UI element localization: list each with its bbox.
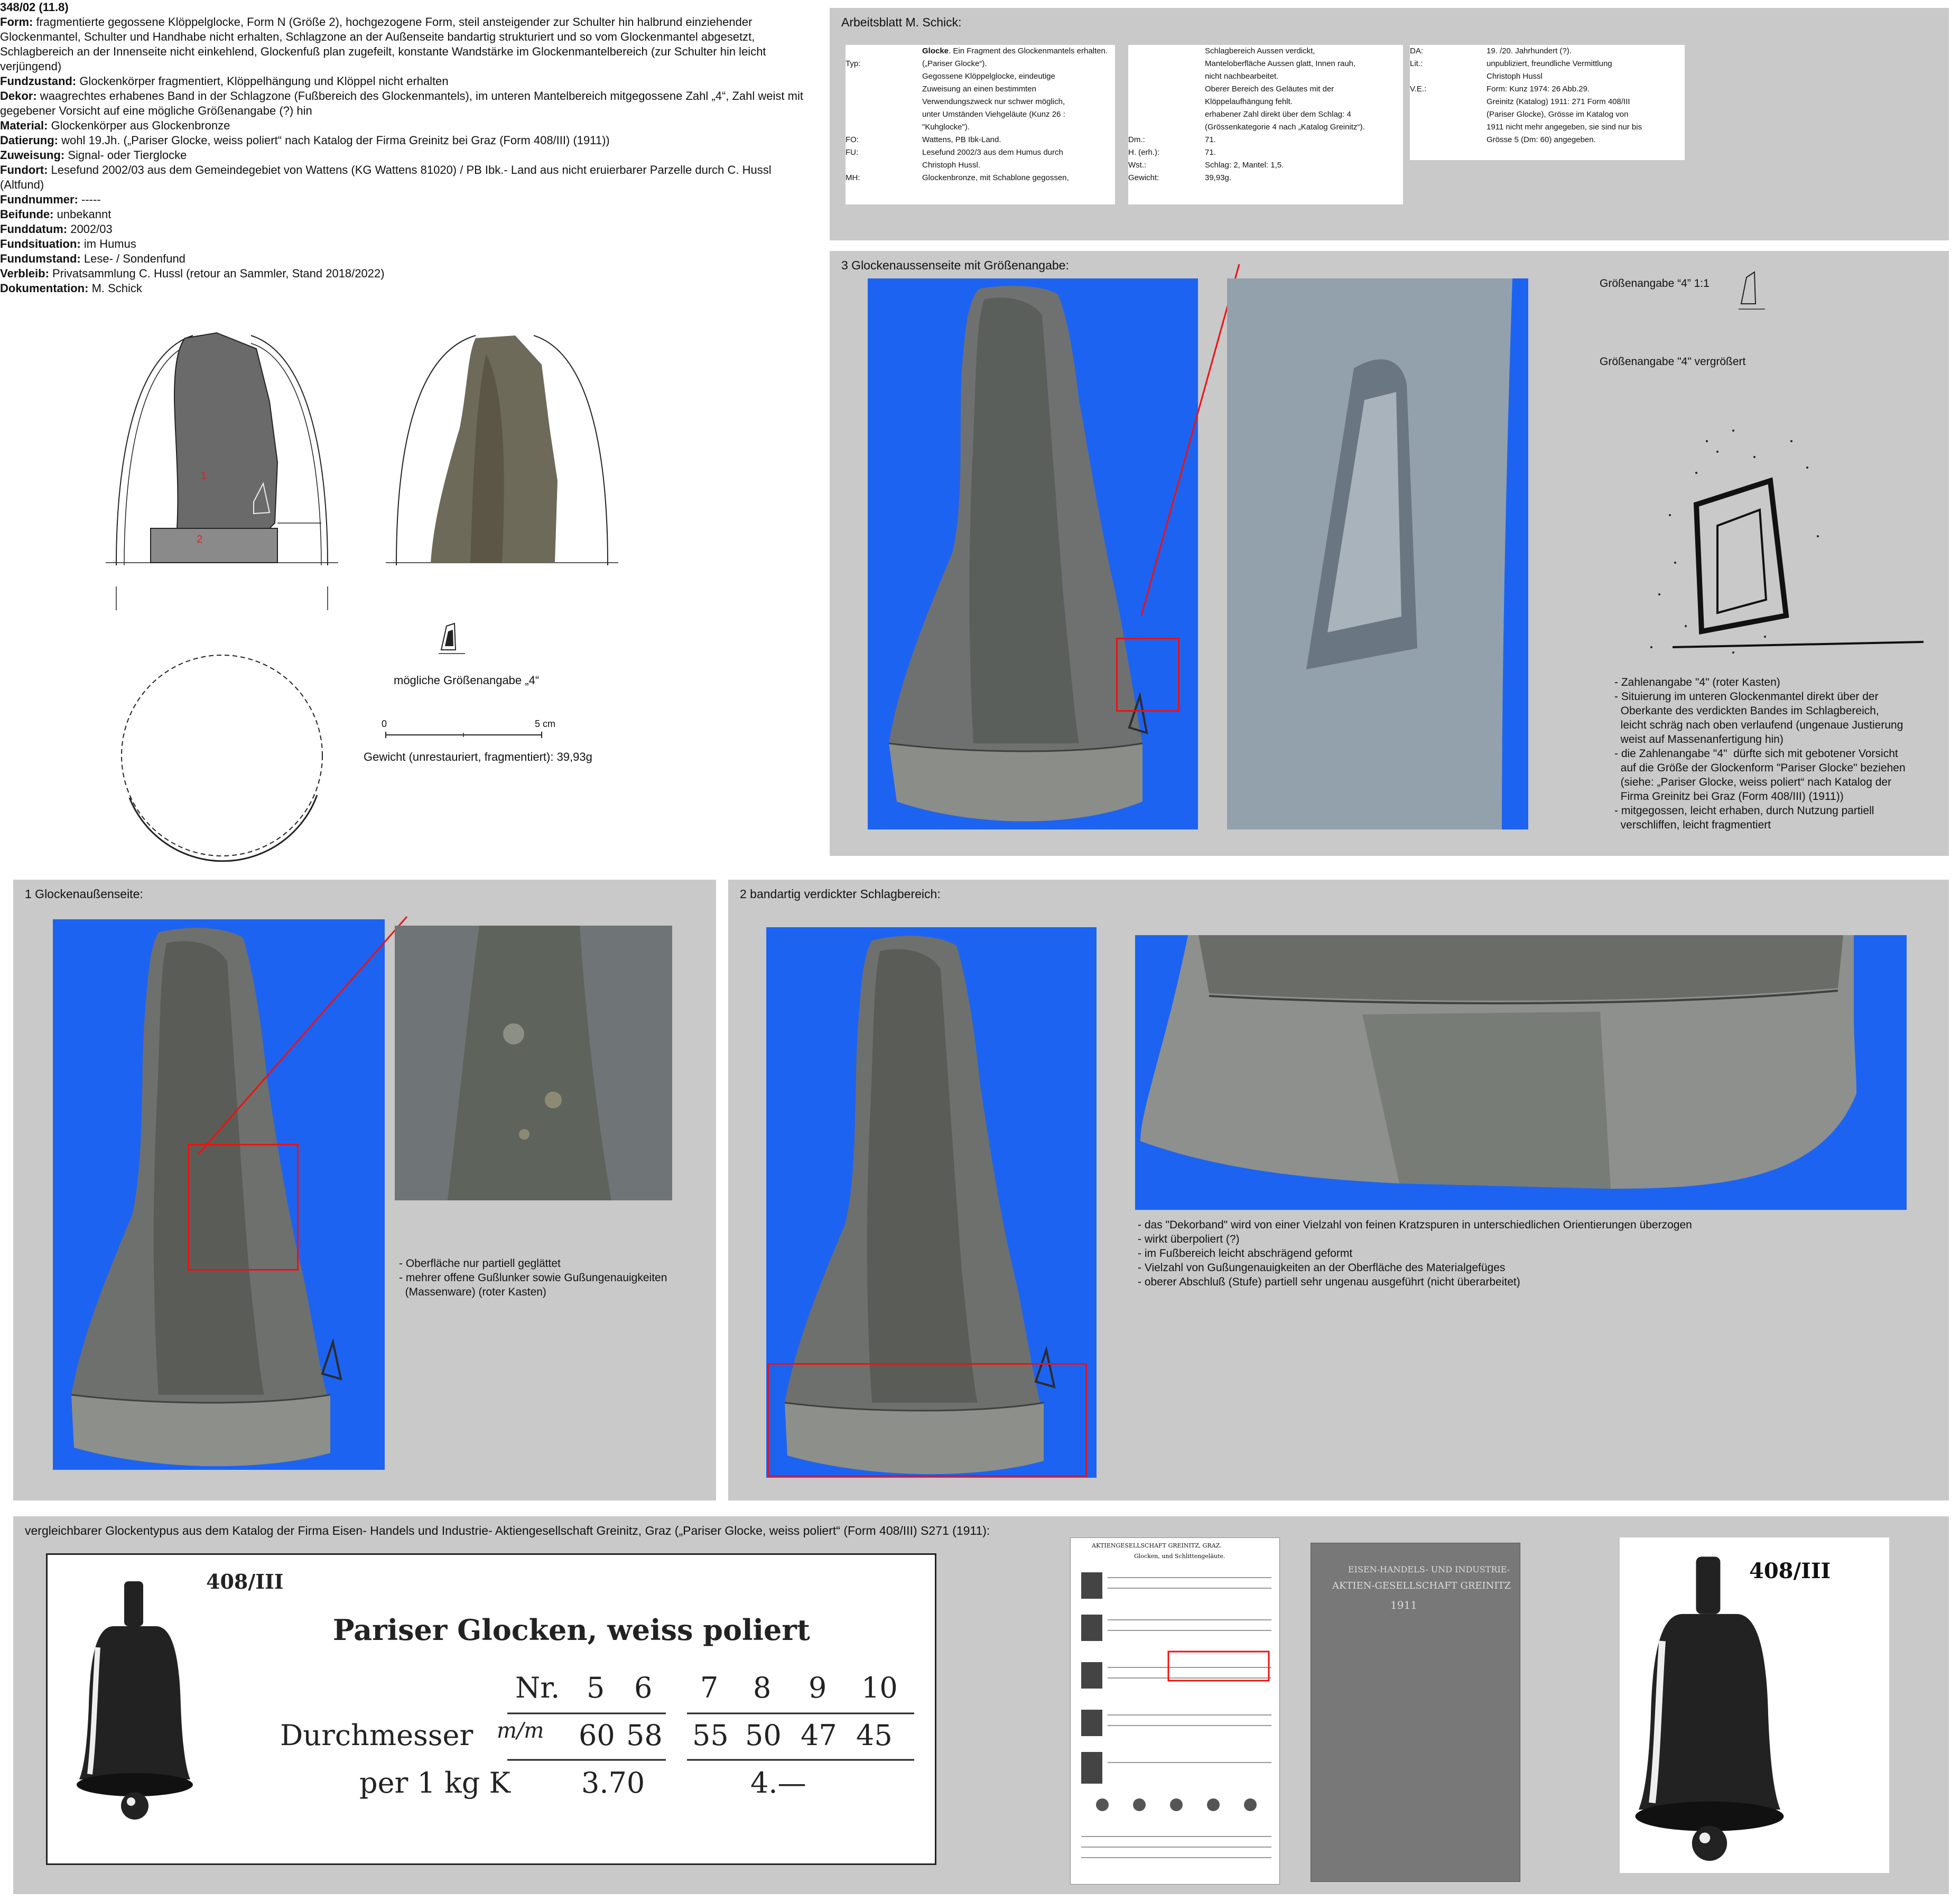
nr-8: 8: [753, 1671, 772, 1704]
description-label: Fundort:: [0, 163, 48, 176]
worksheet-row: [1128, 83, 1403, 96]
worksheet-row: [1128, 159, 1403, 172]
cover-line-1: EISEN-HANDELS- UND INDUSTRIE-: [1348, 1564, 1510, 1574]
zoom-connector: [1136, 262, 1242, 621]
dm-55: 55: [692, 1719, 729, 1752]
worksheet-value: nicht nachbearbeitet.: [1205, 72, 1279, 81]
worksheet-row: [846, 121, 1115, 134]
worksheet-key: Gewicht:: [1128, 173, 1159, 182]
worksheet-value: Glockenbronze, mit Schablone gegossen,: [922, 173, 1069, 182]
catalog-bell-form: 408/III: [1749, 1559, 1831, 1583]
worksheet-value: unpubliziert, freundliche Vermittlung: [1487, 59, 1612, 68]
worksheet-key: [1128, 58, 1205, 70]
worksheet-key: [1128, 45, 1205, 58]
size-marker-zoom: [1227, 278, 1528, 829]
description-line: [0, 163, 803, 192]
worksheet-row: [1128, 121, 1403, 134]
worksheet-key: [1128, 83, 1205, 96]
note-line: - im Fußbereich leicht abschrägend geformt: [1138, 1247, 1353, 1260]
catalog-heading: Pariser Glocken, weiss poliert: [333, 1613, 810, 1647]
description-text: Glockenkörper aus Glockenbronze: [48, 119, 230, 132]
nr-6: 6: [634, 1671, 653, 1704]
worksheet-row: [846, 96, 1115, 108]
bell-strike-photo: [766, 927, 1097, 1478]
worksheet-key: Dm.:: [1128, 135, 1145, 144]
note-line: - oberer Abschluß (Stufe) partiell sehr ungenau ausgeführt (nicht überarbeitet): [1138, 1276, 1520, 1288]
worksheet-value: Wattens, PB Ibk-Land.: [922, 135, 1001, 144]
worksheet-key: [846, 70, 922, 83]
catalog-rule-bottom: [507, 1755, 919, 1765]
note-line: - wirkt überpoliert (?): [1138, 1233, 1240, 1245]
description-label: Datierung:: [0, 134, 58, 147]
worksheet-row: [846, 172, 1115, 184]
worksheet-row: [1128, 58, 1403, 70]
catalog-dm-label: Durchmesser: [280, 1719, 473, 1752]
description-text: M. Schick: [88, 282, 142, 295]
marker-2: 2: [197, 534, 203, 545]
worksheet-key: [1410, 134, 1487, 146]
worksheet-row: [1410, 134, 1685, 146]
worksheet-row: [846, 58, 1115, 70]
catalog-panel: [13, 1516, 1949, 1894]
worksheet-key: [1128, 70, 1205, 83]
worksheet-key: [1410, 121, 1487, 134]
worksheet-col-2: [1128, 45, 1403, 204]
note-line: Firma Greinitz bei Graz (Form 408/III) (1911)): [1614, 790, 1844, 803]
description-line: [0, 237, 803, 251]
worksheet-key: [846, 121, 922, 134]
worksheet-row: [846, 159, 1115, 172]
worksheet-key: MH:: [846, 173, 860, 182]
scale-five: 5 cm: [535, 719, 556, 729]
catalog-bell-enlarged: [1620, 1537, 1889, 1873]
worksheet-value: 19. /20. Jahrhundert (?).: [1487, 46, 1572, 55]
worksheet-key: Wst.:: [1128, 161, 1147, 170]
catalog-page-header: AKTIENGESELLSCHAFT GREINITZ, GRAZ.: [1092, 1542, 1222, 1549]
worksheet-row: [1410, 83, 1685, 96]
panel-strike-zone: [728, 880, 1949, 1500]
worksheet-value: 71.: [1205, 135, 1216, 144]
description-text: unbekannt: [53, 208, 112, 221]
worksheet-key: FO:: [846, 135, 859, 144]
worksheet-value: Klöppelaufhängung fehlt.: [1205, 97, 1293, 106]
description-lines: [0, 15, 803, 296]
worksheet-row: [1128, 134, 1403, 146]
worksheet-row: [1128, 108, 1403, 121]
note-line: weist auf Massenanfertigung hin): [1614, 733, 1783, 745]
worksheet-value: unter Umständen Viehgeläute (Kunz 26 :: [922, 110, 1065, 119]
description-line: [0, 89, 803, 118]
size-enlarged-label: Größenangabe "4" vergrößert: [1600, 356, 1746, 368]
description-label: Dekor:: [0, 89, 37, 102]
panel-outer-size: [830, 251, 1949, 856]
worksheet-key: DA:: [1410, 46, 1424, 55]
description-text: -----: [78, 193, 101, 206]
worksheet-value: Gegossene Klöppelglocke, eindeutige: [922, 72, 1055, 81]
worksheet-value: Greinitz (Katalog) 1911: 271 Form 408/III: [1487, 97, 1630, 106]
worksheet-row: [846, 45, 1115, 58]
catalog-cover-thumb: [1311, 1543, 1520, 1882]
catalog-price-2: 4.—: [750, 1766, 806, 1800]
catalog-nr-label: Nr.: [515, 1671, 560, 1704]
worksheet-key: FU:: [846, 148, 859, 157]
worksheet-value: Schlagbereich Aussen verdickt,: [1205, 46, 1315, 55]
panel1-title: 1 Glockenaußenseite:: [25, 887, 143, 901]
worksheet-key: [846, 108, 922, 121]
bell-enlarged-icon: [1630, 1553, 1789, 1870]
description-text: Lesefund 2002/03 aus dem Gemeindegebiet von Wattens (KG Wattens 81020) / PB Ibk.- Land aus nicht eruierbarer Parzelle durch C. Hussl (Altfund): [0, 163, 772, 191]
worksheet-key: [1410, 108, 1487, 121]
note-line: - Situierung im unteren Glockenmantel direkt über der: [1614, 691, 1879, 703]
note-line: - Zahlenangabe "4" (roter Kasten): [1614, 676, 1780, 688]
description-line: [0, 222, 803, 237]
panel3-title: 3 Glockenaussenseite mit Größenangabe:: [841, 258, 1069, 272]
nr-5: 5: [587, 1671, 605, 1704]
description-text: Lese- / Sondenfund: [80, 252, 185, 265]
description-line: [0, 148, 803, 163]
dm-58: 58: [626, 1719, 663, 1752]
description-label: Material:: [0, 119, 48, 132]
panel-outer-surface: [13, 880, 716, 1500]
description-line: [0, 281, 803, 296]
description-line: [0, 207, 803, 222]
worksheet-value: 71.: [1205, 148, 1216, 157]
worksheet-col-3: [1410, 45, 1685, 160]
worksheet-row: [1410, 108, 1685, 121]
description-text: im Humus: [80, 237, 136, 250]
scale-bar: [380, 716, 550, 742]
worksheet-value: erhabener Zahl direkt über dem Schlag: 4: [1205, 110, 1351, 119]
catalog-rule-top: [507, 1708, 919, 1719]
worksheet-row: [1410, 121, 1685, 134]
nr-9: 9: [809, 1671, 827, 1704]
size-four-icon: [439, 621, 465, 658]
strike-band-zoom: [1135, 935, 1907, 1210]
worksheet-value: Manteloberfläche Aussen glatt, Innen rauh,: [1205, 59, 1356, 68]
worksheet-key: [846, 96, 922, 108]
worksheet-key: Lit.:: [1410, 59, 1423, 68]
description-label: Funddatum:: [0, 222, 68, 236]
bell-catalog-icon: [74, 1579, 196, 1827]
strike-band-box: [767, 1363, 1087, 1477]
description-line: [0, 251, 803, 266]
catalog-title: vergleichbarer Glockentypus aus dem Katalog der Firma Eisen- Handels und Industrie- Aktiengesellschaft Greinitz, Graz („Pariser Glocke, weiss poliert“ (Form 408/III) S271 (1911):: [25, 1524, 990, 1537]
worksheet-key: [1410, 70, 1487, 83]
worksheet-value: 39,93g.: [1205, 173, 1232, 182]
description-text: 2002/03: [67, 222, 113, 236]
bell-photo-drawing: [380, 322, 624, 618]
worksheet-col-1: [846, 45, 1115, 204]
description-text: wohl 19.Jh. („Pariser Glocke, weiss poliert“ nach Katalog der Firma Greinitz bei Graz (Form 408/III) (1911)): [58, 134, 610, 147]
description-text: Privatsammlung C. Hussl (retour an Sammler, Stand 2018/2022): [49, 267, 385, 280]
worksheet-value: Grösse 5 (Dm: 60) angegeben.: [1487, 135, 1596, 144]
description-line: [0, 118, 803, 133]
casting-defect-box: [188, 1144, 299, 1271]
worksheet-row: [1410, 58, 1685, 70]
worksheet-value: Lesefund 2002/3 aus dem Humus durch: [922, 148, 1063, 157]
description-label: Verbleib:: [0, 267, 49, 280]
worksheet-value: Schlag: 2, Mantel: 1,5.: [1205, 161, 1284, 170]
worksheet-value: Verwendungszweck nur schwer möglich,: [922, 97, 1065, 106]
worksheet-value: („Pariser Glocke“).: [922, 59, 987, 68]
panel1-notes: [399, 1256, 667, 1299]
description-label: Fundzustand:: [0, 74, 77, 88]
worksheet-value: 1911 nicht mehr angegeben, sie sind nur bis: [1487, 123, 1642, 132]
catalog-price-label: per 1 kg K: [359, 1766, 510, 1800]
dm-45: 45: [856, 1719, 893, 1752]
description-line: [0, 74, 803, 89]
size-1to1-label: Größenangabe “4” 1:1: [1600, 277, 1710, 290]
zoom-connector-1: [193, 914, 415, 1157]
weight-label: Gewicht (unrestauriert, fragmentiert): 39,93g: [364, 750, 592, 763]
nr-10: 10: [861, 1671, 898, 1704]
note-line: - die Zahlenangabe "4" dürfte sich mit gebotener Vorsicht: [1614, 748, 1898, 760]
worksheet-value: (Pariser Glocke), Grösse im Katalog von: [1487, 110, 1629, 119]
worksheet-panel: [830, 8, 1949, 240]
cover-line-3: 1911: [1390, 1599, 1417, 1611]
worksheet-key: Typ:: [846, 59, 861, 68]
note-line: verschliffen, leicht fragmentiert: [1614, 819, 1771, 831]
worksheet-row: [1128, 96, 1403, 108]
worksheet-key: [846, 45, 922, 58]
size-marker-box: [1116, 638, 1179, 712]
catalog-page-sub: Glocken, und Schlittengeläute.: [1134, 1553, 1225, 1560]
panel2-notes: [1138, 1218, 1692, 1289]
note-line: - Vielzahl von Gußungenauigkeiten an der Oberfläche des Materialgefüges: [1138, 1262, 1506, 1274]
nr-7: 7: [700, 1671, 719, 1704]
note-line: - das "Dekorband" wird von einer Vielzahl von feinen Kratzspuren in unterschiedlichen Orientierungen überzogen: [1138, 1219, 1692, 1231]
worksheet-value: "Kuhglocke").: [922, 123, 970, 132]
worksheet-key: H. (erh.):: [1128, 148, 1160, 157]
worksheet-row: [1128, 45, 1403, 58]
description-text: waagrechtes erhabenes Band in der Schlagzone (Fußbereich des Glockenmantels), im unteren Mantelbereich mitgegossene Zahl „4“, Zahl weist mit gegebener Vorsicht auf eine mögliche Größenangabe (?) hin: [0, 89, 803, 117]
worksheet-row: [1128, 172, 1403, 184]
worksheet-row: [1410, 70, 1685, 83]
catalog-excerpt: [46, 1553, 936, 1865]
description-text: Glockenkörper fragmentiert, Klöppelhängung und Klöppel nicht erhalten: [76, 74, 449, 88]
worksheet-row: [846, 108, 1115, 121]
note-line: auf die Größe der Glockenform "Pariser Glocke" beziehen: [1614, 762, 1906, 774]
note-line: Oberkante des verdickten Bandes im Schlagbereich,: [1614, 705, 1879, 717]
size-caption: mögliche Größenangabe „4“: [394, 674, 540, 687]
worksheet-title: Arbeitsblatt M. Schick:: [841, 15, 962, 29]
note-line: (siehe: „Pariser Glocke, weiss poliert“ nach Katalog der: [1614, 776, 1892, 788]
note-line: - mehrer offene Gußlunker sowie Gußungenauigkeiten: [399, 1272, 667, 1284]
scale-zero: 0: [382, 719, 387, 729]
description-label: Fundumstand:: [0, 252, 81, 265]
description-label: Zuweisung:: [0, 148, 65, 162]
worksheet-key: [1128, 96, 1205, 108]
note-line: - mitgegossen, leicht erhaben, durch Nutzung partiell: [1614, 805, 1874, 817]
worksheet-key: [846, 83, 922, 96]
dm-47: 47: [801, 1719, 837, 1752]
note-line: - Oberfläche nur partiell geglättet: [399, 1257, 561, 1270]
catalog-dm-unit: m/m: [497, 1719, 544, 1743]
worksheet-value: (Grössenkategorie 4 nach „Katalog Greinitz“).: [1205, 123, 1365, 132]
dm-50: 50: [745, 1719, 782, 1752]
worksheet-key: [1410, 96, 1487, 108]
description-line: [0, 266, 803, 281]
cover-line-2: AKTIEN-GESELLSCHAFT GREINITZ: [1332, 1580, 1511, 1591]
catalog-price-1: 3.70: [581, 1766, 645, 1800]
worksheet-key: [1128, 108, 1205, 121]
worksheet-value: Oberer Bereich des Geläutes mit der: [1205, 85, 1334, 94]
worksheet-value: Glocke. Ein Fragment des Glockenmantels erhalten.: [922, 46, 1108, 55]
description-label: Fundnummer:: [0, 193, 78, 206]
worksheet-row: [1410, 96, 1685, 108]
four-enlarged-drawing: [1628, 409, 1924, 679]
surface-zoom: [395, 926, 672, 1200]
worksheet-row: [1410, 45, 1685, 58]
description-label: Dokumentation:: [0, 282, 89, 295]
description-line: [0, 15, 803, 74]
description-text: fragmentierte gegossene Klöppelglocke, Form N (Größe 2), hochgezogene Form, steil ansteigender zur Schulter hin halbrund einziehender Glockenmantel, Schulter und Handhabe nicht erhalten, Schlagzone an der Außenseite bandartig strukturiert und so vom Glockenmantel abgesetzt, Schlagbereich an der Innenseite nicht einkehlend, Glockenfuß plan zugefeilt, konstante Wandstärke im Glockenmantelbereich (zur Schulter hin leicht verjüngend): [0, 15, 766, 73]
note-line: leicht schräg nach oben verlaufend (ungenaue Justierung: [1614, 719, 1903, 731]
marker-1: 1: [201, 470, 207, 482]
dm-60: 60: [579, 1719, 615, 1752]
catalog-form: 408/III: [206, 1570, 284, 1593]
worksheet-key: [1128, 121, 1205, 134]
worksheet-key: [846, 159, 922, 172]
description-label: Fundsituation:: [0, 237, 81, 250]
worksheet-row: [846, 134, 1115, 146]
worksheet-row: [846, 146, 1115, 159]
worksheet-value: Zuweisung an einen bestimmten: [922, 85, 1036, 94]
find-description: [0, 0, 803, 296]
worksheet-row: [1128, 70, 1403, 83]
catalog-page-thumb: [1070, 1537, 1280, 1885]
bell-drawing: [95, 322, 343, 866]
find-id: 348/02 (11.8): [0, 1, 69, 14]
worksheet-value: Christoph Hussl: [1487, 72, 1543, 81]
note-line: (Massenware) (roter Kasten): [399, 1286, 546, 1298]
worksheet-value: Christoph Hussl.: [922, 161, 981, 170]
description-line: [0, 133, 803, 148]
four-1to1-icon: [1739, 267, 1765, 314]
panel3-notes: [1614, 675, 1906, 832]
description-text: Signal- oder Tierglocke: [64, 148, 187, 162]
worksheet-row: [1128, 146, 1403, 159]
worksheet-row: [846, 70, 1115, 83]
worksheet-value: Form: Kunz 1974: 26 Abb.29.: [1487, 85, 1590, 94]
description-label: Form:: [0, 15, 33, 29]
description-label: Beifunde:: [0, 208, 54, 221]
worksheet-key: V.E.:: [1410, 85, 1427, 94]
description-line: [0, 192, 803, 207]
panel2-title: 2 bandartig verdickter Schlagbereich:: [740, 887, 941, 901]
worksheet-row: [846, 83, 1115, 96]
